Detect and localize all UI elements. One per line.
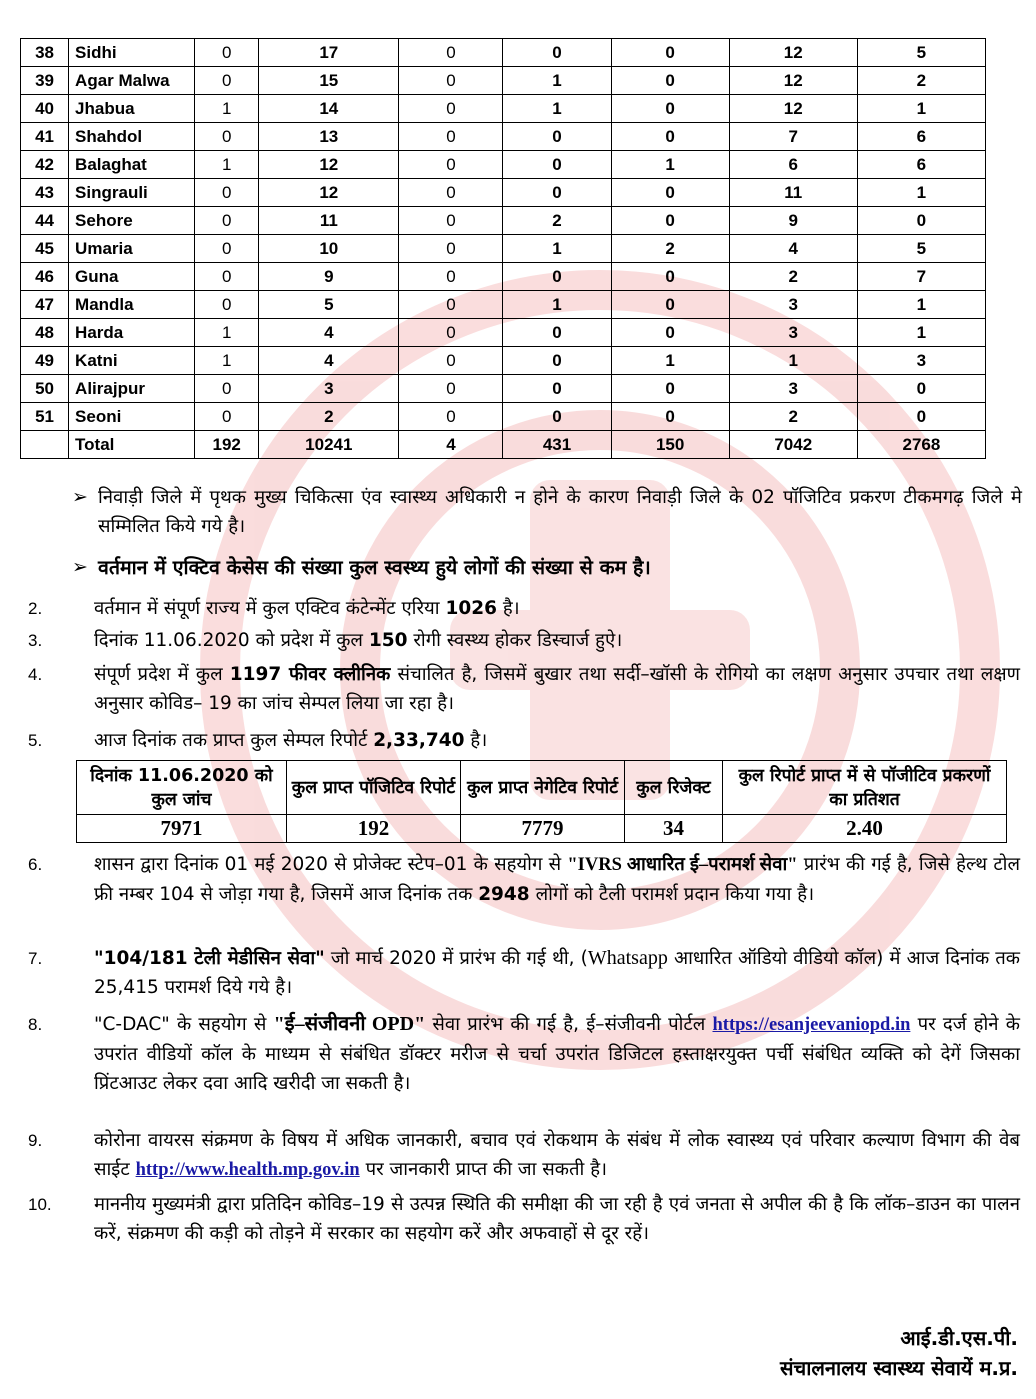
district-name-cell: Harda bbox=[69, 319, 195, 347]
value-cell: 2 bbox=[857, 67, 985, 95]
stats-header: कुल रिपोर्ट प्राप्त में से पॉजीटिव प्रकरणों का प्रतिशत bbox=[723, 761, 1007, 815]
value-cell: 0 bbox=[857, 403, 985, 431]
value-cell: 0 bbox=[195, 403, 259, 431]
arrow-bullet-icon: ➢ bbox=[72, 486, 88, 508]
item-text: संपूर्ण प्रदेश में कुल bbox=[94, 664, 230, 685]
value-cell: 1 bbox=[503, 67, 611, 95]
value-cell: 1 bbox=[195, 347, 259, 375]
value-cell: 0 bbox=[399, 67, 503, 95]
value-cell: 0 bbox=[611, 263, 729, 291]
value-cell: 0 bbox=[611, 319, 729, 347]
item-bold: 150 bbox=[368, 630, 408, 651]
value-cell: 0 bbox=[611, 291, 729, 319]
value-cell: 1 bbox=[611, 347, 729, 375]
value-cell: 1 bbox=[503, 95, 611, 123]
signature-office: संचालनालय स्वास्थ्य सेवायें म.प्र. bbox=[779, 1356, 1018, 1380]
table-row bbox=[21, 291, 986, 319]
value-cell: 0 bbox=[503, 151, 611, 179]
value-cell: 3 bbox=[729, 291, 857, 319]
stats-value: 34 bbox=[625, 815, 723, 843]
serial-cell: 51 bbox=[21, 403, 69, 431]
table-row bbox=[21, 347, 986, 375]
value-cell: 7 bbox=[729, 123, 857, 151]
value-cell: 2 bbox=[729, 403, 857, 431]
stats-value: 7971 bbox=[77, 815, 287, 843]
item-text: संचालित है, जिसमें बुखार तथा सर्दी–खॉसी के रोगियो का लक्षण अनुसार उपचार तथा लक्षण अनुसार कोविड– 19 का जांच सेम्पल लिया जा रहा है। bbox=[94, 664, 1020, 714]
value-cell: 10 bbox=[259, 235, 399, 263]
district-name-cell: Alirajpur bbox=[69, 375, 195, 403]
value-cell: 0 bbox=[195, 67, 259, 95]
value-cell: 0 bbox=[611, 39, 729, 67]
item-bold: "ई–संजीवनी OPD" bbox=[273, 1013, 426, 1035]
item-number: 2. bbox=[28, 599, 43, 618]
value-cell: 5 bbox=[259, 291, 399, 319]
value-cell: 0 bbox=[503, 39, 611, 67]
value-cell: 1 bbox=[503, 291, 611, 319]
value-cell: 0 bbox=[503, 375, 611, 403]
stats-header: दिनांक 11.06.2020 को कुल जांच bbox=[77, 761, 287, 815]
value-cell: 0 bbox=[195, 291, 259, 319]
value-cell: 0 bbox=[399, 263, 503, 291]
value-cell: 0 bbox=[399, 347, 503, 375]
item-text: लोगों को टैली परामर्श प्रदान किया गया है। bbox=[529, 884, 815, 905]
value-cell: 4 bbox=[259, 319, 399, 347]
note-active-cases bbox=[72, 553, 1022, 582]
table-row bbox=[21, 39, 986, 67]
item-text: पर जानकारी प्राप्त की जा सकती है। bbox=[359, 1159, 608, 1180]
value-cell: 13 bbox=[259, 123, 399, 151]
value-cell: 0 bbox=[195, 207, 259, 235]
district-name-cell: Sehore bbox=[69, 207, 195, 235]
value-cell: 0 bbox=[195, 39, 259, 67]
stats-header: कुल प्राप्त नेगेटिव रिपोर्ट bbox=[461, 761, 625, 815]
table-row bbox=[21, 67, 986, 95]
district-name-cell: Balaghat bbox=[69, 151, 195, 179]
value-cell: 9 bbox=[259, 263, 399, 291]
value-cell: 431 bbox=[503, 431, 611, 459]
value-cell: 2768 bbox=[857, 431, 985, 459]
stats-header: कुल रिजेक्ट bbox=[625, 761, 723, 815]
district-name-cell: Total bbox=[69, 431, 195, 459]
stats-value: 192 bbox=[287, 815, 461, 843]
district-name-cell: Agar Malwa bbox=[69, 67, 195, 95]
serial-cell: 50 bbox=[21, 375, 69, 403]
item-bold: 2948 bbox=[478, 884, 530, 905]
item-text: "C-DAC" के सहयोग से bbox=[94, 1014, 274, 1035]
value-cell: 0 bbox=[503, 403, 611, 431]
value-cell: 0 bbox=[503, 347, 611, 375]
value-cell: 0 bbox=[611, 95, 729, 123]
value-cell: 11 bbox=[729, 179, 857, 207]
serial-cell: 49 bbox=[21, 347, 69, 375]
serial-cell: 44 bbox=[21, 207, 69, 235]
value-cell: 0 bbox=[611, 179, 729, 207]
serial-cell: 48 bbox=[21, 319, 69, 347]
district-table bbox=[20, 38, 986, 459]
value-cell: 6 bbox=[857, 123, 985, 151]
value-cell: 0 bbox=[399, 403, 503, 431]
value-cell: 0 bbox=[399, 39, 503, 67]
table-row bbox=[21, 375, 986, 403]
value-cell: 12 bbox=[729, 95, 857, 123]
value-cell: 0 bbox=[611, 375, 729, 403]
serial-cell bbox=[21, 431, 69, 459]
value-cell: 17 bbox=[259, 39, 399, 67]
item-text: है। bbox=[496, 598, 520, 619]
value-cell: 7 bbox=[857, 263, 985, 291]
item-number: 8. bbox=[28, 1015, 43, 1034]
serial-cell: 45 bbox=[21, 235, 69, 263]
item-bold: 1197 फीवर क्लीनिक bbox=[229, 664, 391, 685]
table-row bbox=[21, 123, 986, 151]
health-website-link[interactable]: http://www.health.mp.gov.in bbox=[135, 1160, 360, 1180]
item-number: 6. bbox=[28, 855, 43, 874]
stats-header: कुल प्राप्त पॉजिटिव रिपोर्ट bbox=[287, 761, 461, 815]
value-cell: 1 bbox=[195, 151, 259, 179]
item-text: रोगी स्वस्थ्य होकर डिस्चार्ज हुऐ। bbox=[407, 630, 623, 651]
district-name-cell: Sidhi bbox=[69, 39, 195, 67]
item-text: आज दिनांक तक प्राप्त कुल सेम्पल रिपोर्ट bbox=[94, 730, 374, 751]
value-cell: 5 bbox=[857, 39, 985, 67]
item-text: है। bbox=[464, 730, 488, 751]
signature-dept: आई.डी.एस.पी. bbox=[900, 1326, 1018, 1350]
value-cell: 0 bbox=[399, 151, 503, 179]
value-cell: 1 bbox=[857, 319, 985, 347]
item-text: दिनांक 11.06.2020 को प्रदेश में कुल bbox=[94, 630, 369, 651]
stats-value: 7779 bbox=[461, 815, 625, 843]
item-text: Whatsapp bbox=[587, 947, 668, 969]
value-cell: 0 bbox=[195, 179, 259, 207]
value-cell: 0 bbox=[399, 207, 503, 235]
district-name-cell: Shahdol bbox=[69, 123, 195, 151]
value-cell: 0 bbox=[503, 123, 611, 151]
value-cell: 4 bbox=[259, 347, 399, 375]
serial-cell: 38 bbox=[21, 39, 69, 67]
item-number: 7. bbox=[28, 949, 43, 968]
value-cell: 0 bbox=[857, 375, 985, 403]
serial-cell: 39 bbox=[21, 67, 69, 95]
value-cell: 1 bbox=[857, 179, 985, 207]
value-cell: 0 bbox=[195, 235, 259, 263]
value-cell: 1 bbox=[729, 347, 857, 375]
district-name-cell: Singrauli bbox=[69, 179, 195, 207]
value-cell: 2 bbox=[611, 235, 729, 263]
item-text: पर दर्ज होने के उपरांत वीडियों कॉल के माध्यम से संबंधित डॉक्टर मरीज से चर्चा उपरांत डिजिटल हस्ताक्षरयुक्त पर्ची संबंधित व्यक्ति को देगें जिसका प्रिंटआउट लेकर दवा आदि खरीदी जा सकती है। bbox=[94, 1014, 1020, 1094]
value-cell: 192 bbox=[195, 431, 259, 459]
item-bold: 2,33,740 bbox=[373, 730, 465, 751]
serial-cell: 46 bbox=[21, 263, 69, 291]
value-cell: 0 bbox=[611, 67, 729, 95]
district-name-cell: Mandla bbox=[69, 291, 195, 319]
serial-cell: 41 bbox=[21, 123, 69, 151]
value-cell: 2 bbox=[729, 263, 857, 291]
value-cell: 12 bbox=[729, 39, 857, 67]
district-name-cell: Seoni bbox=[69, 403, 195, 431]
item-text: प्रारंभ की गई है, जिसे हेल्थ टोल फ्री नम्बर 104 से जोड़ा गया है, जिसमें आज दिनांक तक bbox=[94, 854, 1020, 905]
table-row bbox=[21, 319, 986, 347]
item-text: आधारित ऑडियो वीडियो कॉल) में आज दिनांक तक 25,415 परामर्श दिये गये है। bbox=[94, 948, 1021, 998]
value-cell: 1 bbox=[195, 95, 259, 123]
value-cell: 0 bbox=[611, 207, 729, 235]
value-cell: 0 bbox=[399, 123, 503, 151]
value-cell: 4 bbox=[399, 431, 503, 459]
value-cell: 1 bbox=[611, 151, 729, 179]
value-cell: 12 bbox=[259, 179, 399, 207]
value-cell: 0 bbox=[195, 263, 259, 291]
value-cell: 1 bbox=[857, 95, 985, 123]
value-cell: 0 bbox=[611, 403, 729, 431]
value-cell: 0 bbox=[503, 319, 611, 347]
value-cell: 0 bbox=[195, 123, 259, 151]
table-row bbox=[21, 235, 986, 263]
note-text: वर्तमान में एक्टिव केसेस की संख्या कुल स्वस्थ्य हुये लोगों की संख्या से कम है। bbox=[98, 556, 651, 579]
district-name-cell: Guna bbox=[69, 263, 195, 291]
value-cell: 2 bbox=[503, 207, 611, 235]
serial-cell: 43 bbox=[21, 179, 69, 207]
value-cell: 1 bbox=[857, 291, 985, 319]
serial-cell: 42 bbox=[21, 151, 69, 179]
item-number: 9. bbox=[28, 1131, 43, 1150]
value-cell: 150 bbox=[611, 431, 729, 459]
value-cell: 0 bbox=[503, 179, 611, 207]
table-row bbox=[21, 263, 986, 291]
value-cell: 5 bbox=[857, 235, 985, 263]
value-cell: 9 bbox=[729, 207, 857, 235]
item-number: 10. bbox=[28, 1195, 52, 1214]
item-text: माननीय मुख्यमंत्री द्वारा प्रतिदिन कोविड–19 से उत्पन्न स्थिति की समीक्षा की जा रही है एवं जनता से अपील की है कि लॉक–डाउन का पालन करें, संक्रमण की कड़ी को तोड़ने में सरकार का सहयोग करें और अफवाहों से दूर रहें। bbox=[94, 1194, 1020, 1244]
arrow-bullet-icon: ➢ bbox=[72, 556, 88, 578]
value-cell: 0 bbox=[399, 319, 503, 347]
value-cell: 15 bbox=[259, 67, 399, 95]
value-cell: 0 bbox=[195, 375, 259, 403]
item-bold: "IVRS आधारित ई–परामर्श सेवा" bbox=[567, 855, 798, 875]
item-number: 5. bbox=[28, 731, 43, 750]
value-cell: 7042 bbox=[729, 431, 857, 459]
value-cell: 14 bbox=[259, 95, 399, 123]
table-row bbox=[21, 179, 986, 207]
item-text: सेवा प्रारंभ की गई है, ई–संजीवनी पोर्टल bbox=[425, 1014, 713, 1035]
value-cell: 0 bbox=[611, 123, 729, 151]
value-cell: 0 bbox=[399, 291, 503, 319]
value-cell: 12 bbox=[259, 151, 399, 179]
sample-stats-table bbox=[76, 760, 1007, 843]
table-row bbox=[21, 207, 986, 235]
value-cell: 1 bbox=[195, 319, 259, 347]
table-row bbox=[21, 403, 986, 431]
value-cell: 3 bbox=[857, 347, 985, 375]
value-cell: 12 bbox=[729, 67, 857, 95]
esanjeevani-link[interactable]: https://esanjeevaniopd.in bbox=[712, 1015, 911, 1035]
value-cell: 0 bbox=[399, 179, 503, 207]
value-cell: 4 bbox=[729, 235, 857, 263]
item-bold: 1026 bbox=[445, 598, 497, 619]
district-name-cell: Jhabua bbox=[69, 95, 195, 123]
item-text: कोरोना वायरस संक्रमण के विषय में अधिक जानकारी, बचाव एवं रोकथाम के संबंध में लोक स्वास्थ्य एवं परिवार कल्याण विभाग की वेब साईट bbox=[94, 1130, 1020, 1180]
table-row bbox=[21, 95, 986, 123]
item-text: शासन द्वारा दिनांक 01 मई 2020 से प्रोजेक्ट स्टेप–01 के सहयोग से bbox=[94, 854, 568, 875]
item-number: 3. bbox=[28, 631, 43, 650]
stats-value: 2.40 bbox=[723, 815, 1007, 843]
value-cell: 0 bbox=[857, 207, 985, 235]
note-niwari bbox=[72, 483, 1022, 541]
item-text: जो मार्च 2020 में प्रारंभ की गई थी, ( bbox=[324, 948, 588, 969]
value-cell: 2 bbox=[259, 403, 399, 431]
item-number: 4. bbox=[28, 665, 43, 684]
district-name-cell: Katni bbox=[69, 347, 195, 375]
value-cell: 6 bbox=[729, 151, 857, 179]
note-text: निवाड़ी जिले में पृथक मुख्य चिकित्सा एंव स्वास्थ्य अधिकारी न होने के कारण निवाड़ी जिले के 02 पॉजिटिव प्रकरण टीकमगढ़ जिले मे सम्मिलित किये गये है। bbox=[98, 487, 1022, 537]
serial-cell: 47 bbox=[21, 291, 69, 319]
item-text: वर्तमान में संपूर्ण राज्य में कुल एक्टिव कंटेन्मेंट एरिया bbox=[94, 598, 446, 619]
value-cell: 0 bbox=[399, 95, 503, 123]
district-name-cell: Umaria bbox=[69, 235, 195, 263]
value-cell: 1 bbox=[503, 235, 611, 263]
value-cell: 3 bbox=[259, 375, 399, 403]
item-bold: "104/181 टेली मेडीसिन सेवा" bbox=[94, 948, 325, 969]
value-cell: 3 bbox=[729, 319, 857, 347]
value-cell: 0 bbox=[399, 375, 503, 403]
value-cell: 3 bbox=[729, 375, 857, 403]
serial-cell: 40 bbox=[21, 95, 69, 123]
value-cell: 0 bbox=[503, 263, 611, 291]
value-cell: 6 bbox=[857, 151, 985, 179]
table-total-row bbox=[21, 431, 986, 459]
value-cell: 10241 bbox=[259, 431, 399, 459]
value-cell: 0 bbox=[399, 235, 503, 263]
table-row bbox=[21, 151, 986, 179]
value-cell: 11 bbox=[259, 207, 399, 235]
